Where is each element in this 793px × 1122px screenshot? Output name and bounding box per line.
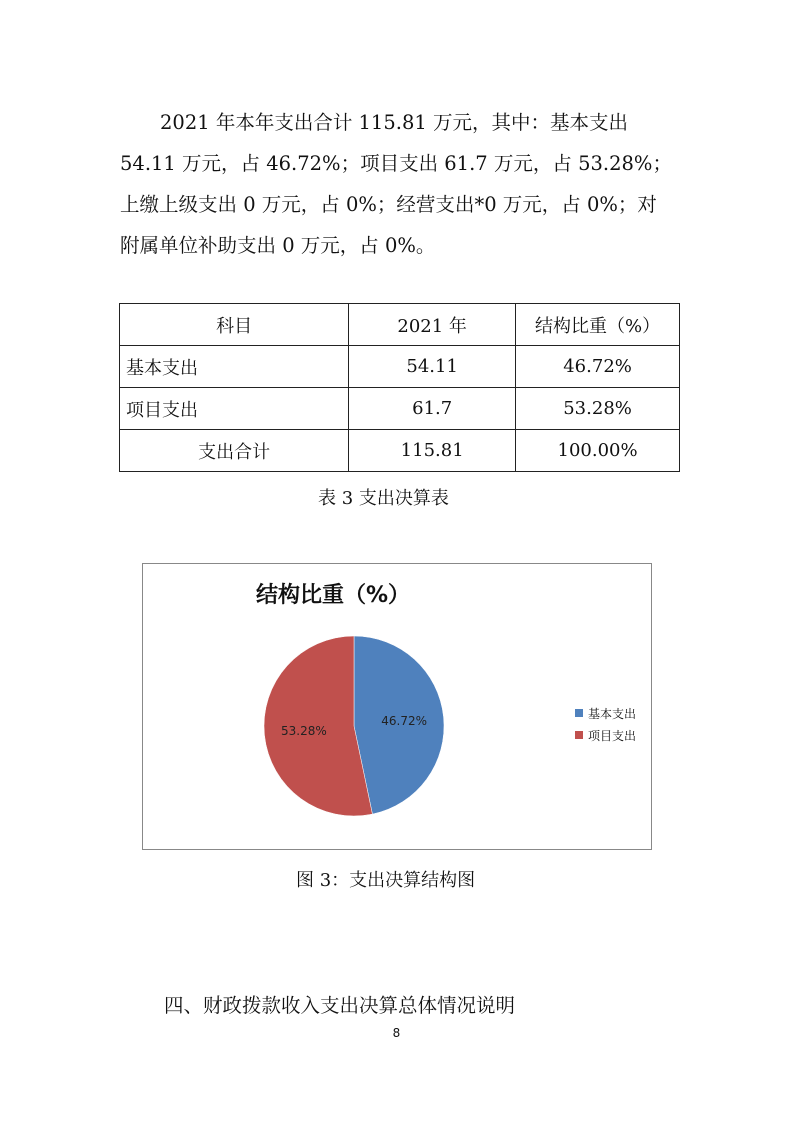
- body-paragraph: [120, 102, 680, 266]
- cell-ratio: 53.28%: [516, 388, 680, 430]
- cell-subject: 支出合计: [120, 430, 349, 472]
- cell-subject: 基本支出: [120, 346, 349, 388]
- section-heading: 四、财政拨款收入支出决算总体情况说明: [164, 994, 516, 1017]
- cell-amount: 115.81: [349, 430, 516, 472]
- legend-swatch-icon: [575, 709, 583, 717]
- paragraph-line: 附属单位补助支出 0 万元，占 0%。: [120, 234, 436, 257]
- cell-ratio: 100.00%: [516, 430, 680, 472]
- paragraph-line: 2021 年本年支出合计 115.81 万元，其中：基本支出: [160, 111, 628, 134]
- legend-label: 基本支出: [588, 706, 637, 721]
- paragraph-line: 54.11 万元，占 46.72%；项目支出 61.7 万元，占 53.28%；: [120, 152, 672, 175]
- table-row: [120, 388, 680, 430]
- header-ratio: 结构比重（%）: [516, 304, 680, 346]
- table-header-row: [120, 304, 680, 346]
- cell-ratio: 46.72%: [516, 346, 680, 388]
- header-subject: 科目: [120, 304, 349, 346]
- legend-label: 项目支出: [588, 728, 637, 743]
- chart-title: 结构比重（%）: [255, 583, 411, 608]
- legend-item: [575, 702, 636, 724]
- cell-amount: 61.7: [349, 388, 516, 430]
- expenditure-table: [119, 303, 680, 472]
- header-year: 2021 年: [349, 304, 516, 346]
- pie-data-label: 46.72%: [381, 713, 428, 728]
- table-caption: 表 3 支出决算表: [318, 488, 449, 509]
- table-row: [120, 346, 680, 388]
- chart-legend: [575, 702, 636, 746]
- pie-data-label: 53.28%: [280, 724, 327, 739]
- figure-caption: 图 3：支出决算结构图: [296, 870, 476, 891]
- legend-swatch-icon: [575, 731, 583, 739]
- page-number: 8: [392, 1026, 401, 1040]
- cell-amount: 54.11: [349, 346, 516, 388]
- paragraph-line: 上缴上级支出 0 万元，占 0%；经营支出*0 万元，占 0%；对: [120, 193, 657, 216]
- legend-item: [575, 724, 636, 746]
- cell-subject: 项目支出: [120, 388, 349, 430]
- table-row-total: [120, 430, 680, 472]
- pie-chart-frame: [142, 563, 652, 850]
